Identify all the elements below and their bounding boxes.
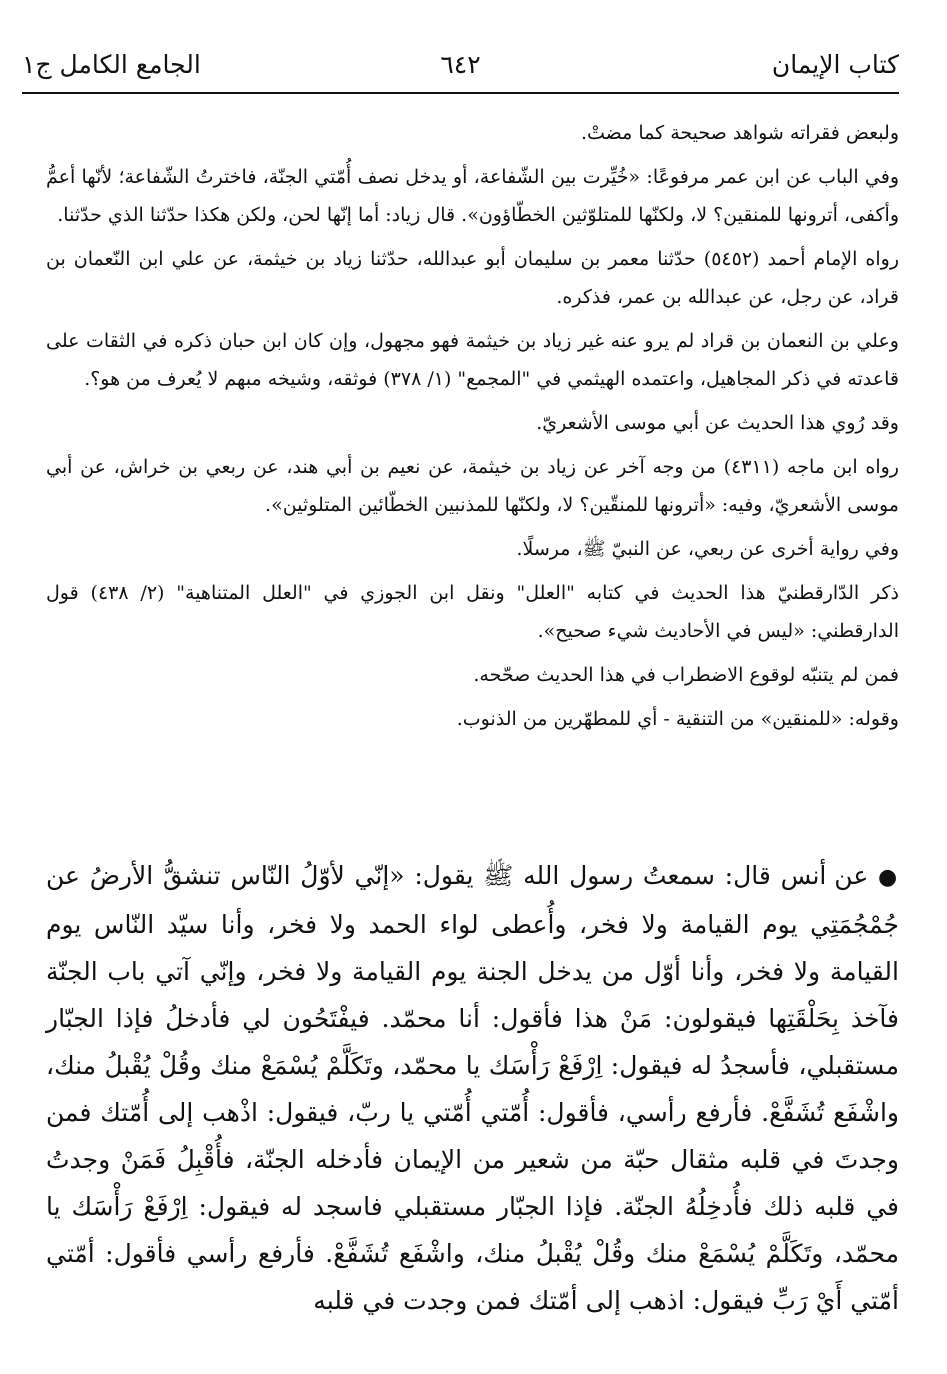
bullet-marker: ● — [878, 865, 899, 890]
page-number: ٦٤٢ — [440, 50, 481, 79]
note-paragraph: وفي رواية أخرى عن ربعي، عن النبيّ ﷺ، مرسلًا. — [516, 538, 899, 560]
hadith-paragraph — [46, 852, 899, 1324]
note-paragraph: وفي الباب عن ابن عمر مرفوعًا: «خُيِّرت بين الشّفاعة، أو يدخل نصف أُمّتي الجنّة، فاخترتُ الشّفاعة؛ لأنّها أعمُّ وأكفى، أترونها للمنقين؟ لا، ولكنّها للمتلوّثين الخطّاؤون». قال زياد: أما إنّها لحن، ولكن هكذا حدّثنا الذي حدّثنا. — [46, 166, 899, 226]
hadith-text — [46, 852, 899, 1324]
note-paragraph: وعلي بن النعمان بن قراد لم يرو عنه غير زياد بن خيثمة فهو مجهول، وإن كان ابن حبان ذكره في الثقات على قاعدته في ذكر المجاهيل، واعتمده الهيثمي في "المجمع" (١/ ٣٧٨) فوثقه، وشيخه مبهم لا يُعرف من هو؟. — [46, 330, 899, 390]
commentary-notes — [46, 114, 899, 744]
note-paragraph: ولبعض فقراته شواهد صحيحة كما مضتْ. — [580, 122, 899, 144]
page-header — [22, 50, 899, 90]
header-divider — [22, 92, 899, 94]
note-paragraph: فمن لم يتنبّه لوقوع الاضطراب في هذا الحديث صحّحه. — [473, 664, 899, 686]
note-paragraph: رواه الإمام أحمد (٥٤٥٢) حدّثنا معمر بن سليمان أبو عبدالله، حدّثنا زياد بن خيثمة، عن علي ابن النّعمان بن قراد، عن رجل، عن عبدالله بن عمر، فذكره. — [46, 248, 899, 308]
note-paragraph: وقوله: «للمنقين» من التنقية - أي للمطهّرين من الذنوب. — [456, 708, 899, 730]
note-paragraph: ذكر الدّارقطنيّ هذا الحديث في كتابه "العلل" ونقل ابن الجوزي في "العلل المتناهية" (٢/ ٤٣٨) قول الدارقطني: «ليس في الأحاديث شيء صحيح». — [46, 582, 899, 642]
chapter-title: كتاب الإيمان — [771, 50, 899, 79]
book-title: الجامع الكامل ج١ — [22, 50, 201, 79]
hadith-body: عن أنس قال: سمعتُ رسول الله ﷺ يقول: «إنّي لأوّلُ النّاس تنشقُّ الأرضُ عن جُمْجُمَتِي يوم القيامة ولا فخر، وأُعطى لواء الحمد ولا فخر، وأنا سيّد النّاس يوم القيامة ولا فخر، وأنا أوّل من يدخل الجنة يوم القيامة ولا فخر، وإنّي آتي باب الجنّة فآخذ بِحَلْقَتِها فيقولون: مَنْ هذا فأقول: أنا محمّد. فيفْتَحُون لي فأدخلُ فإذا الجبّار مستقبلي، فأسجدُ له فيقول: اِرْفَعْ رَأْسَك يا محمّد، وتَكَلَّمْ يُسْمَعْ منك وقُلْ يُقْبلُ منك، واشْفَع تُشَفَّعْ. فأرفع رأسي، فأقول: أُمّتي أُمّتي يا ربّ، فيقول: اذْهب إلى أُمّتك فمن وجدتَ في قلبه مثقال حبّة من شعير من الإيمان فأدخله الجنّة، فأُقْبِلُ فَمَنْ وجدتُ في قلبه ذلك فأُدخِلُهُ الجنّة. فإذا الجبّار مستقبلي فاسجد له فيقول: اِرْفَعْ رَأْسَك يا محمّد، وتَكَلَّمْ يُسْمَعْ منك وقُلْ يُقْبلُ منك، واشْفَع تُشَفَّعْ. فأرفع رأسي فأقول: أمّتي أمّتي أَيْ رَبِّ فيقول: اذهب إلى أمّتك فمن وجدت في قلبه — [46, 861, 899, 1315]
note-paragraph: وقد رُوي هذا الحديث عن أبي موسى الأشعريّ. — [536, 412, 899, 434]
note-paragraph: رواه ابن ماجه (٤٣١١) من وجه آخر عن زياد بن خيثمة، عن نعيم بن أبي هند، عن ربعي بن خراش، عن أبي موسى الأشعريّ، وفيه: «أترونها للمنقّين؟ لا، ولكنّها للمذنبين الخطّائين المتلوثين». — [46, 456, 899, 516]
